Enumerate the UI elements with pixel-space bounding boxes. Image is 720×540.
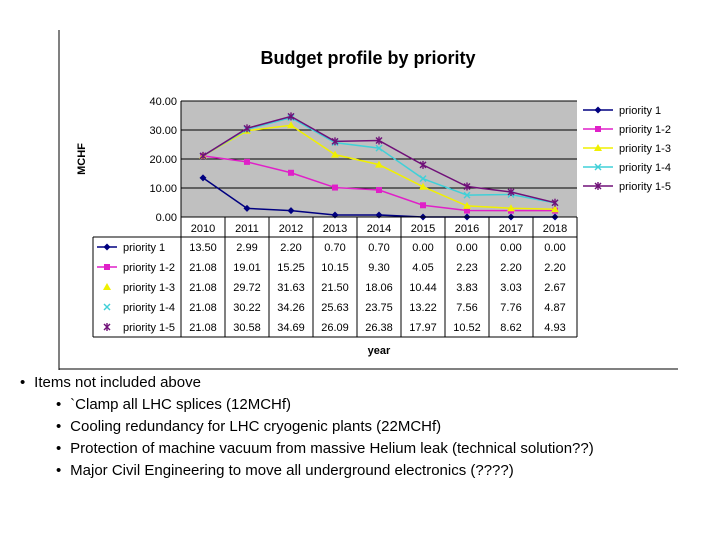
data-point-triangle xyxy=(103,283,111,290)
data-label: 21.08 xyxy=(189,322,217,334)
legend-label: priority 1-3 xyxy=(619,143,671,155)
x-tick-label: 2013 xyxy=(322,223,348,235)
x-tick-label: 2016 xyxy=(454,223,480,235)
y-tick-label: 30.00 xyxy=(149,125,177,137)
note-item-text: Cooling redundancy for LHC cryogenic plants (22MCHf) xyxy=(70,418,442,435)
list-item xyxy=(56,438,710,460)
y-axis-label: MCHF xyxy=(76,143,88,175)
data-label: 30.22 xyxy=(233,302,261,314)
table-series-name: priority 1-2 xyxy=(123,262,175,274)
data-label: 7.56 xyxy=(456,302,478,314)
table-series-name: priority 1-3 xyxy=(123,282,175,294)
data-label: 2.20 xyxy=(544,262,566,274)
data-label: 18.06 xyxy=(365,282,393,294)
note-item-text: Major Civil Engineering to move all underground electronics (????) xyxy=(70,462,514,479)
list-item xyxy=(56,416,710,438)
data-label: 10.44 xyxy=(409,282,437,294)
data-label: 13.50 xyxy=(189,242,217,254)
x-tick-label: 2010 xyxy=(190,223,216,235)
legend-label: priority 1-5 xyxy=(619,181,671,193)
notes-section xyxy=(20,372,710,482)
notes-heading-row xyxy=(20,372,710,394)
data-label: 7.76 xyxy=(500,302,522,314)
data-label: 17.97 xyxy=(409,322,437,334)
data-label: 4.93 xyxy=(544,322,566,334)
note-item-text: Protection of machine vacuum from massive Helium leak (technical solution??) xyxy=(70,440,594,457)
chart-title: Budget profile by priority xyxy=(260,48,476,68)
data-label: 0.70 xyxy=(368,242,390,254)
budget-chart xyxy=(58,30,678,370)
data-label: 9.30 xyxy=(368,262,390,274)
data-label: 0.00 xyxy=(412,242,434,254)
data-point-square xyxy=(332,185,338,191)
data-label: 19.01 xyxy=(233,262,261,274)
data-point-square xyxy=(420,202,426,208)
data-label: 0.00 xyxy=(544,242,566,254)
data-label: 4.05 xyxy=(412,262,434,274)
x-tick-label: 2012 xyxy=(278,223,304,235)
x-tick-label: 2014 xyxy=(366,223,392,235)
data-label: 3.03 xyxy=(500,282,522,294)
x-tick-label: 2018 xyxy=(542,223,568,235)
bullet-icon: • xyxy=(56,462,62,479)
table-series-name: priority 1-4 xyxy=(123,302,175,314)
data-label: 13.22 xyxy=(409,302,437,314)
legend-label: priority 1-4 xyxy=(619,162,671,174)
data-label: 15.25 xyxy=(277,262,305,274)
list-item xyxy=(56,460,710,482)
notes-heading: Items not included above xyxy=(34,374,201,391)
bullet-icon: • xyxy=(56,396,62,413)
data-label: 3.83 xyxy=(456,282,478,294)
list-item xyxy=(56,394,710,416)
data-point-x xyxy=(104,304,110,310)
data-point-square xyxy=(595,126,601,132)
chart-svg xyxy=(58,30,678,370)
data-label: 21.08 xyxy=(189,262,217,274)
data-label: 31.63 xyxy=(277,282,305,294)
data-label: 26.38 xyxy=(365,322,393,334)
data-label: 0.70 xyxy=(324,242,346,254)
note-item-text: `Clamp all LHC splices (12MCHf) xyxy=(70,396,292,413)
data-label: 26.09 xyxy=(321,322,349,334)
data-point-diamond xyxy=(595,107,602,114)
legend-label: priority 1 xyxy=(619,105,662,117)
data-label: 21.50 xyxy=(321,282,349,294)
data-label: 21.08 xyxy=(189,302,217,314)
y-tick-label: 0.00 xyxy=(155,212,177,224)
x-tick-label: 2015 xyxy=(410,223,436,235)
data-label: 2.20 xyxy=(280,242,302,254)
data-point-star xyxy=(104,323,110,331)
y-tick-label: 20.00 xyxy=(149,154,177,166)
data-label: 0.00 xyxy=(500,242,522,254)
data-point-square xyxy=(104,264,110,270)
data-point-diamond xyxy=(104,244,111,251)
x-axis-label: year xyxy=(367,345,391,357)
notes-list xyxy=(20,394,710,482)
data-point-square xyxy=(244,159,250,165)
data-label: 25.63 xyxy=(321,302,349,314)
data-label: 0.00 xyxy=(456,242,478,254)
data-label: 23.75 xyxy=(365,302,393,314)
data-label: 2.20 xyxy=(500,262,522,274)
table-series-name: priority 1 xyxy=(123,242,166,254)
data-label: 34.26 xyxy=(277,302,305,314)
data-label: 8.62 xyxy=(500,322,522,334)
y-tick-label: 40.00 xyxy=(149,96,177,108)
data-label: 2.67 xyxy=(544,282,566,294)
x-tick-label: 2017 xyxy=(498,223,524,235)
data-label: 10.15 xyxy=(321,262,349,274)
bullet-icon: • xyxy=(56,418,62,435)
table-series-name: priority 1-5 xyxy=(123,322,175,334)
x-tick-label: 2011 xyxy=(235,223,259,235)
data-label: 2.99 xyxy=(236,242,258,254)
data-point-square xyxy=(376,187,382,193)
bullet-icon: • xyxy=(56,440,62,457)
data-label: 21.08 xyxy=(189,282,217,294)
y-tick-label: 10.00 xyxy=(149,183,177,195)
data-label: 2.23 xyxy=(456,262,478,274)
data-label: 34.69 xyxy=(277,322,305,334)
legend-label: priority 1-2 xyxy=(619,124,671,136)
data-label: 29.72 xyxy=(233,282,261,294)
data-label: 4.87 xyxy=(544,302,566,314)
data-label: 10.52 xyxy=(453,322,481,334)
data-label: 30.58 xyxy=(233,322,261,334)
bullet-icon: • xyxy=(20,374,26,391)
data-point-square xyxy=(288,170,294,176)
